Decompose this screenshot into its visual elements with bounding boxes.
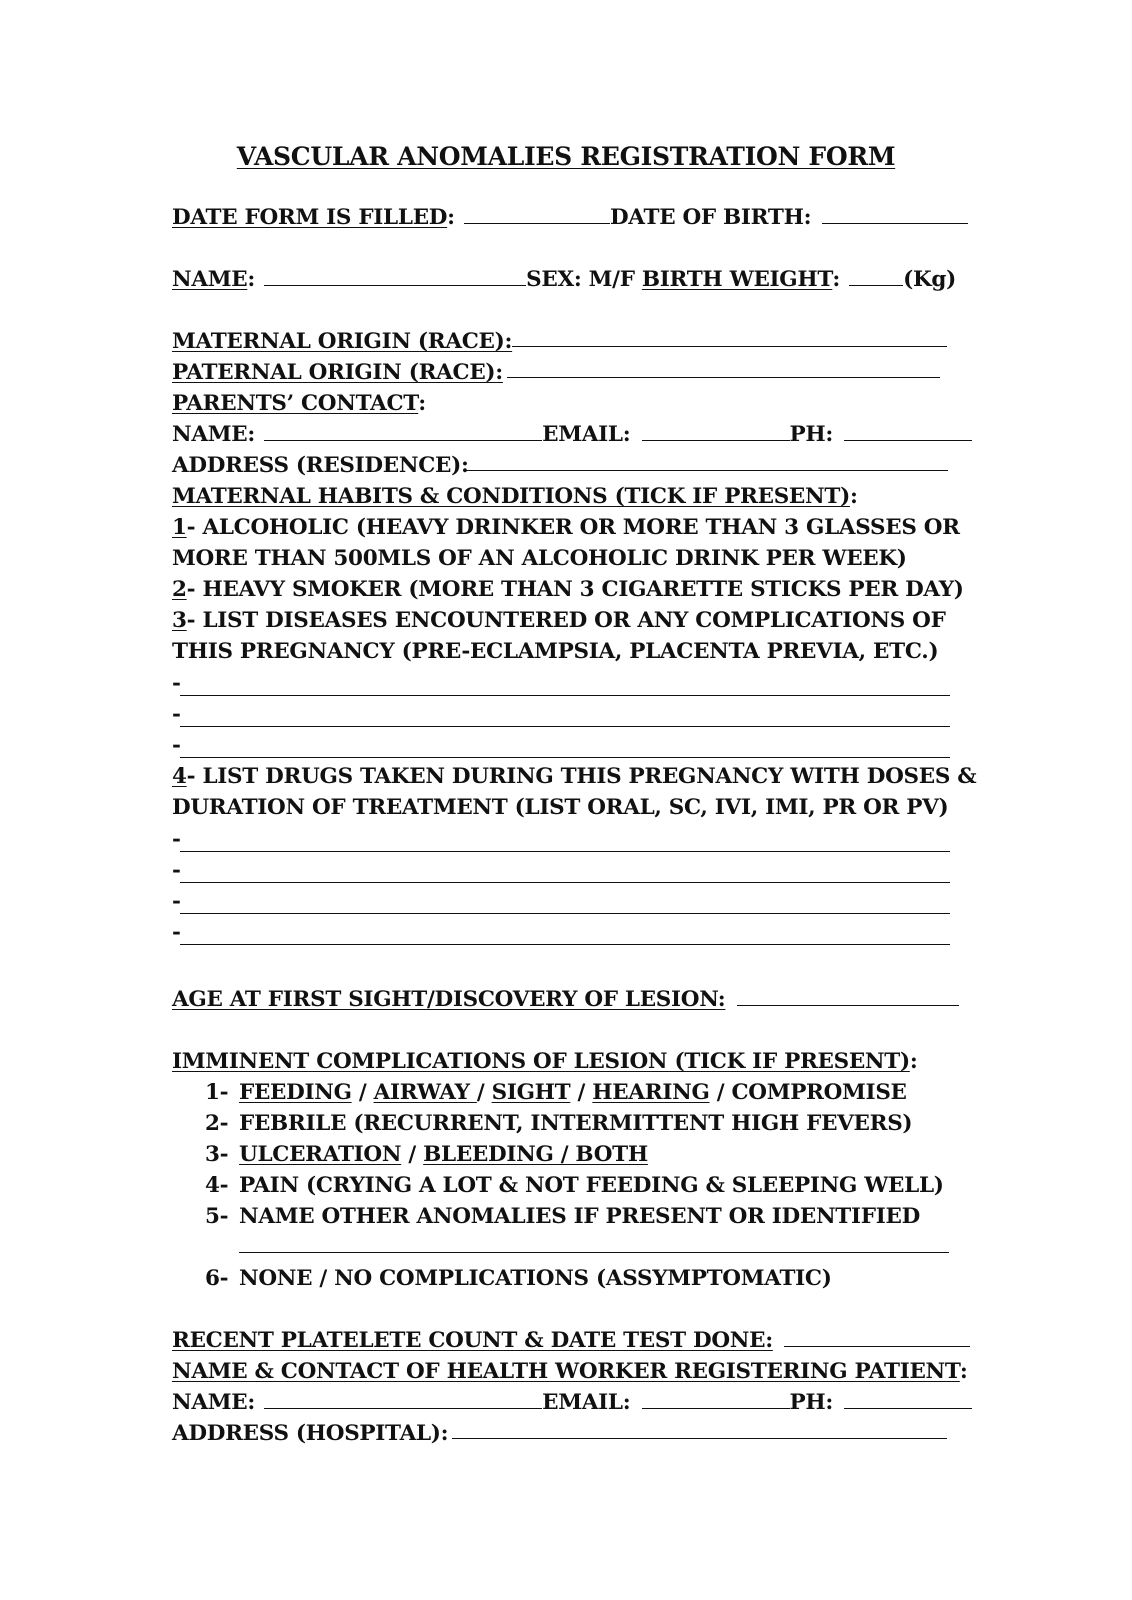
- paternal-origin-row: [172, 358, 503, 388]
- diseases-line-1[interactable]: [180, 695, 950, 696]
- row-dates: DATE FORM IS FILLED: DATE OF BIRTH:: [172, 203, 968, 233]
- maternal-origin-label: MATERNAL ORIGIN (RACE):: [172, 329, 513, 354]
- parent-email-field[interactable]: [642, 421, 790, 441]
- parent-name-label: NAME:: [172, 422, 255, 447]
- complication-3[interactable]: 3- ULCERATION / BLEEDING / BOTH: [205, 1142, 648, 1167]
- dob-field[interactable]: [822, 204, 968, 224]
- diseases-line-3[interactable]: [180, 757, 950, 758]
- other-anomalies-field[interactable]: [239, 1252, 949, 1253]
- platelet-label: RECENT PLATELETE COUNT & DATE TEST DONE:: [172, 1328, 773, 1353]
- worker-contact-fields: [172, 1388, 972, 1418]
- address-residence-field[interactable]: [466, 470, 948, 471]
- paternal-origin-field[interactable]: [507, 377, 940, 378]
- complication-1[interactable]: 1- FEEDING / AIRWAY / SIGHT / HEARING / COMPROMISE: [205, 1080, 907, 1105]
- habit-3-cont: THIS PREGNANCY (PRE-ECLAMPSIA, PLACENTA PREVIA, ETC.): [172, 639, 939, 664]
- platelet-row: [172, 1326, 970, 1356]
- worker-ph-label: PH:: [789, 1390, 834, 1415]
- birth-weight-label: BIRTH WEIGHT: [641, 267, 833, 292]
- sex-label: SEX: M/F: [526, 267, 635, 292]
- diseases-line-2[interactable]: [180, 726, 950, 727]
- form-title: VASCULAR ANOMALIES REGISTRATION FORM: [236, 142, 896, 171]
- address-hospital-field[interactable]: [452, 1438, 947, 1439]
- drugs-line-3[interactable]: [180, 913, 950, 914]
- age-first-sight-field[interactable]: [737, 986, 959, 1006]
- dash-marker: -: [172, 671, 181, 696]
- complication-6[interactable]: 6- NONE / NO COMPLICATIONS (ASSYMPTOMATIC): [205, 1266, 832, 1291]
- complications-heading: IMMINENT COMPLICATIONS OF LESION (TICK IF PRESENT): [172, 1049, 910, 1074]
- paternal-origin-label: PATERNAL ORIGIN (RACE):: [172, 360, 503, 385]
- name-label: NAME: [172, 267, 248, 292]
- age-first-sight-label: AGE AT FIRST SIGHT/DISCOVERY OF LESION:: [172, 987, 726, 1012]
- address-residence-label: ADDRESS (RESIDENCE):: [172, 453, 469, 478]
- name-field[interactable]: [264, 266, 526, 286]
- maternal-origin-row: [172, 327, 512, 357]
- worker-email-label: EMAIL:: [542, 1390, 631, 1415]
- dash-marker: -: [172, 920, 181, 945]
- drugs-line-4[interactable]: [180, 944, 950, 945]
- worker-name-label: NAME:: [172, 1390, 255, 1415]
- maternal-habits-row: MATERNAL HABITS & CONDITIONS (TICK IF PRESENT):: [172, 484, 858, 509]
- parent-ph-label: PH:: [789, 422, 834, 447]
- habit-1[interactable]: 1- ALCOHOLIC (HEAVY DRINKER OR MORE THAN 3 GLASSES OR: [172, 515, 960, 540]
- drugs-line-1[interactable]: [180, 851, 950, 852]
- maternal-habits-label: MATERNAL HABITS & CONDITIONS (TICK IF PRESENT): [172, 484, 850, 509]
- address-residence-row: [172, 451, 469, 481]
- address-hospital-row: [172, 1419, 448, 1449]
- health-worker-row: NAME & CONTACT OF HEALTH WORKER REGISTERING PATIENT:: [172, 1359, 968, 1384]
- age-first-sight-row: [172, 985, 959, 1015]
- birth-weight-field[interactable]: [849, 266, 903, 286]
- parent-ph-field[interactable]: [844, 421, 972, 441]
- kg-unit: (Kg): [903, 267, 957, 292]
- habit-1-cont: MORE THAN 500MLS OF AN ALCOHOLIC DRINK PER WEEK): [172, 546, 907, 571]
- parents-contact-label: PARENTS’ CONTACT: [172, 391, 419, 416]
- drugs-line-2[interactable]: [180, 882, 950, 883]
- dash-marker: -: [172, 702, 181, 727]
- habit-2[interactable]: 2- HEAVY SMOKER (MORE THAN 3 CIGARETTE STICKS PER DAY): [172, 577, 964, 602]
- health-worker-label: NAME & CONTACT OF HEALTH WORKER REGISTERING PATIENT: [172, 1359, 960, 1384]
- worker-name-field[interactable]: [264, 1389, 542, 1409]
- dash-marker: -: [172, 733, 181, 758]
- row-name-sex: NAME: SEX: M/F BIRTH WEIGHT: (Kg): [172, 267, 957, 292]
- dash-marker: -: [172, 858, 181, 883]
- maternal-origin-field[interactable]: [512, 346, 947, 347]
- habit-4-cont: DURATION OF TREATMENT (LIST ORAL, SC, IVI, IMI, PR OR PV): [172, 795, 949, 820]
- dob-label: DATE OF BIRTH:: [609, 205, 812, 230]
- platelet-field[interactable]: [784, 1327, 970, 1347]
- worker-email-field[interactable]: [642, 1389, 790, 1409]
- habit-3[interactable]: 3- LIST DISEASES ENCOUNTERED OR ANY COMPLICATIONS OF: [172, 608, 946, 633]
- date-filled-field[interactable]: [464, 204, 610, 224]
- complications-heading-row: IMMINENT COMPLICATIONS OF LESION (TICK IF PRESENT):: [172, 1049, 918, 1074]
- parent-email-label: EMAIL:: [542, 422, 631, 447]
- parents-contact-row: PARENTS’ CONTACT:: [172, 391, 426, 416]
- address-hospital-label: ADDRESS (HOSPITAL):: [172, 1421, 449, 1446]
- parent-name-field[interactable]: [264, 421, 542, 441]
- dash-marker: -: [172, 889, 181, 914]
- dash-marker: -: [172, 827, 181, 852]
- date-filled-label: DATE FORM IS FILLED: [172, 205, 448, 230]
- parent-contact-fields: [172, 420, 972, 450]
- complication-4[interactable]: 4- PAIN (CRYING A LOT & NOT FEEDING & SLEEPING WELL): [205, 1173, 944, 1198]
- worker-ph-field[interactable]: [844, 1389, 972, 1409]
- complication-2[interactable]: 2- FEBRILE (RECURRENT, INTERMITTENT HIGH FEVERS): [205, 1111, 913, 1136]
- complication-5[interactable]: 5- NAME OTHER ANOMALIES IF PRESENT OR IDENTIFIED: [205, 1204, 920, 1229]
- habit-4: 4- LIST DRUGS TAKEN DURING THIS PREGNANCY WITH DOSES &: [172, 764, 977, 789]
